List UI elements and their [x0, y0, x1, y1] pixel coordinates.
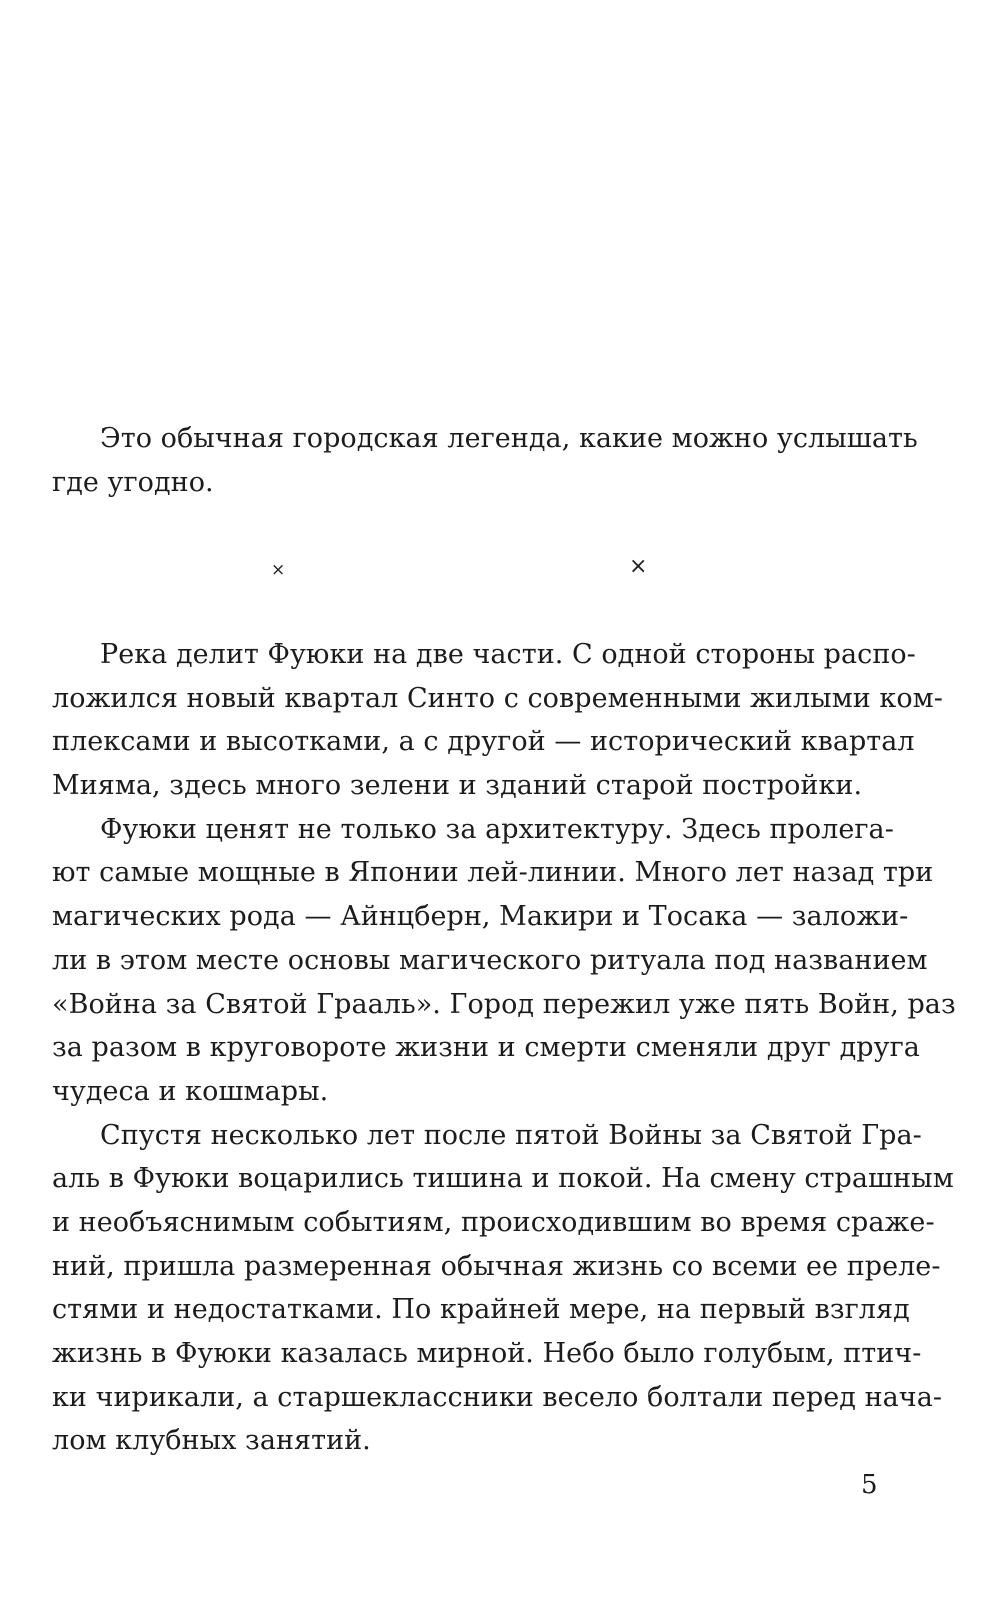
page-number: 5: [861, 1470, 878, 1500]
text-line: Спустя несколько лет после пятой Войны за Святой Гра-: [100, 1119, 922, 1151]
text-line: ний, пришла размеренная обычная жизнь со всеми ее преле-: [52, 1250, 941, 1282]
section-separator-mark-left: ×: [271, 560, 286, 580]
text-line: ют самые мощные в Японии лей-линии. Много лет назад три: [52, 857, 934, 889]
section-separator-mark-right: ×: [629, 554, 648, 579]
text-line: ложился новый квартал Синто с современными жилыми ком-: [52, 682, 943, 714]
intro-paragraph: [52, 417, 918, 504]
text-line: жизнь в Фуюки казалась мирной. Небо было голубым, птич-: [52, 1338, 922, 1369]
text-line: ли в этом месте основы магического ритуала под названием: [52, 944, 928, 976]
text-line: плексами и высотками, а с другой — исторический квартал: [52, 726, 915, 758]
text-line: Мияма, здесь много зелени и зданий старой постройки.: [52, 770, 863, 802]
text-line: где угодно.: [52, 466, 214, 498]
text-line: «Война за Святой Грааль». Город пережил уже пять Войн, раз: [52, 988, 956, 1020]
text-line: Река делит Фуюки на две части. С одной стороны распо-: [100, 639, 916, 670]
text-line: ки чирикали, а старшеклассники весело болтали перед нача-: [52, 1381, 943, 1413]
text-line: стями и недостатками. По крайней мере, на первый взгляд: [52, 1294, 910, 1326]
text-line: и необъяснимым событиям, происходившим во время сраже-: [52, 1206, 935, 1238]
text-line: чудеса и кошмары.: [52, 1075, 329, 1107]
text-line: аль в Фуюки воцарились тишина и покой. На смену страшным: [52, 1163, 954, 1195]
text-line: за разом в круговороте жизни и смерти сменяли друг друга: [52, 1032, 920, 1064]
main-text: [52, 633, 956, 1463]
text-line: Фуюки ценят не только за архитектуру. Здесь пролега-: [100, 813, 894, 845]
text-line: лом клубных занятий.: [52, 1425, 371, 1457]
text-line: Это обычная городская легенда, какие можно услышать: [100, 423, 918, 454]
text-line: магических рода — Айнцберн, Макири и Тосака — заложи-: [52, 901, 909, 933]
